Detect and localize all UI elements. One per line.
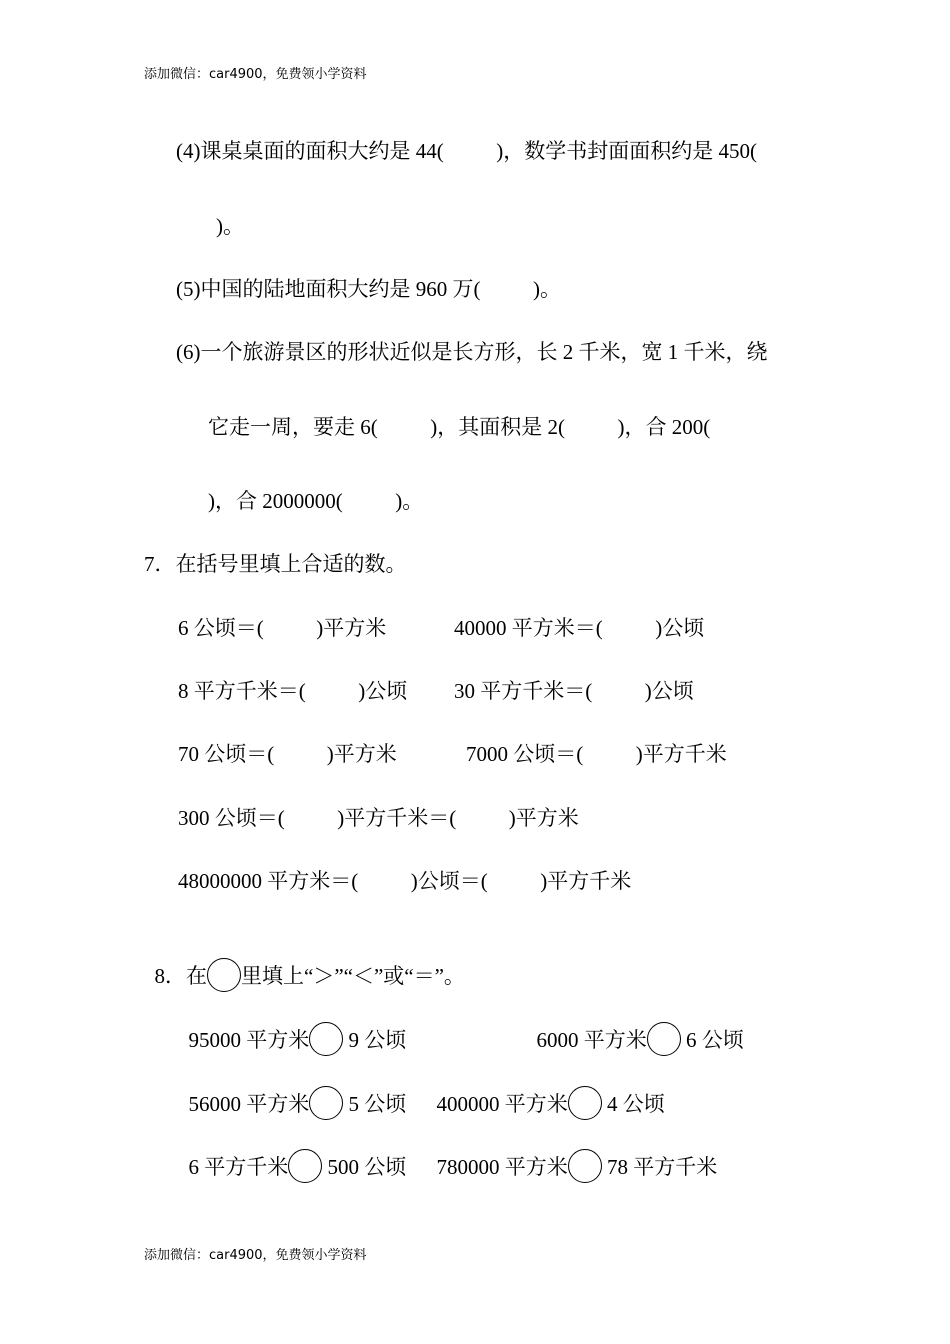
q6-item5: (5)中国的陆地面积大约是 960 万( )。	[176, 277, 561, 301]
q8-item-left: 6 平方千米	[188, 1155, 289, 1179]
q8-title-prefix: 8．在	[154, 964, 207, 988]
q8-item-left: 95000 平方米	[188, 1028, 310, 1052]
q6-item4-line1: (4)课桌桌面的面积大约是 44( )，数学书封面面积约是 450(	[176, 139, 757, 163]
q8-item-4	[426, 1065, 665, 1120]
q8-item-2	[526, 1001, 744, 1056]
compare-circle[interactable]	[309, 1086, 343, 1120]
q8-title	[144, 937, 465, 992]
q8-title-suffix: 里填上“＞”“＜”或“＝”。	[241, 964, 465, 988]
q8-item-3	[178, 1065, 406, 1120]
q6-item6-line1: (6)一个旅游景区的形状近似是长方形，长 2 千米，宽 1 千米，绕	[176, 340, 768, 364]
q6-item4-line2: )。	[216, 214, 244, 238]
compare-circle[interactable]	[568, 1086, 602, 1120]
q8-item-right: 9 公顷	[343, 1028, 407, 1052]
q6-item6-line3: )，合 2000000( )。	[208, 489, 424, 513]
q7-row1-left: 6 公顷＝( )平方米	[178, 616, 387, 640]
footer-watermark: 添加微信：car4900，免费领小学资料	[144, 1248, 367, 1263]
q8-item-right: 78 平方千米	[601, 1155, 718, 1179]
header-watermark: 添加微信：car4900，免费领小学资料	[144, 67, 367, 82]
q7-title: 7．在括号里填上合适的数。	[144, 552, 407, 576]
q8-item-1	[178, 1001, 406, 1056]
q6-item6-line2: 它走一周，要走 6( )，其面积是 2( )，合 200(	[208, 415, 711, 439]
q8-item-5	[178, 1128, 406, 1183]
q7-row5: 48000000 平方米＝( )公顷＝( )平方千米	[178, 869, 632, 893]
q8-item-right: 4 公顷	[601, 1092, 665, 1116]
q7-row4: 300 公顷＝( )平方千米＝( )平方米	[178, 806, 579, 830]
q8-item-left: 6000 平方米	[536, 1028, 647, 1052]
q7-row1-right: 40000 平方米＝( )公顷	[454, 616, 705, 640]
q8-item-left: 780000 平方米	[436, 1155, 568, 1179]
compare-circle[interactable]	[309, 1022, 343, 1056]
q7-row2-right: 30 平方千米＝( )公顷	[454, 679, 694, 703]
q8-item-left: 56000 平方米	[188, 1092, 310, 1116]
compare-circle[interactable]	[207, 958, 241, 992]
q8-item-6	[426, 1128, 717, 1183]
q7-row3-left: 70 公顷＝( )平方米	[178, 742, 397, 766]
compare-circle[interactable]	[568, 1149, 602, 1183]
compare-circle[interactable]	[647, 1022, 681, 1056]
q8-item-left: 400000 平方米	[436, 1092, 568, 1116]
q7-row3-right: 7000 公顷＝( )平方千米	[466, 742, 727, 766]
q8-item-right: 500 公顷	[322, 1155, 407, 1179]
q7-row2-left: 8 平方千米＝( )公顷	[178, 679, 408, 703]
q8-item-right: 5 公顷	[343, 1092, 407, 1116]
compare-circle[interactable]	[288, 1149, 322, 1183]
q8-item-right: 6 公顷	[680, 1028, 744, 1052]
